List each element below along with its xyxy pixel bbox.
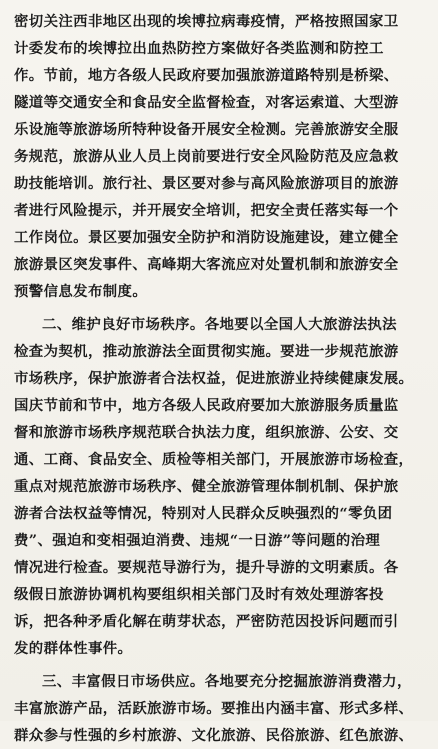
text-line: 二、维护良好市场秩序。各地要以全国人大旅游法执法 — [42, 316, 397, 333]
text-line: 乐设施等旅游场所特种设备开展安全检测。完善旅游安全服 — [14, 121, 399, 138]
text-line: 助技能培训。旅行社、景区要对参与高风险旅游项目的旅游 — [14, 175, 399, 192]
text-line: 工作岗位。景区要加强安全防护和消防设施建设，建立健全 — [14, 229, 399, 246]
text-line: 丰富旅游产品，活跃旅游市场。要推出内涵丰富、形式多样、 — [14, 700, 414, 717]
text-line: 旅游景区突发事件、高峰期大客流应对处置机制和旅游安全 — [14, 256, 399, 273]
text-line: 市场秩序，保护旅游者合法权益，促进旅游业持续健康发展。 — [14, 370, 414, 387]
text-line: 通、工商、食品安全、质检等相关部门，开展旅游市场检查， — [14, 451, 414, 468]
text-line: 诉，把各种矛盾化解在萌芽状态，严密防范因投诉问题而引 — [14, 613, 399, 630]
text-line: 者进行风险提示，并开展安全培训，把安全责任落实每一个 — [14, 202, 399, 219]
text-line: 情况进行检查。要规范导游行为，提升导游的文明素质。各 — [14, 559, 399, 576]
text-line: 发的群体性事件。 — [14, 640, 133, 657]
text-line: 预警信息发布制度。 — [14, 283, 148, 300]
text-line: 费”、强迫和变相强迫消费、违规“一日游”等问题的治理 — [14, 532, 381, 549]
text-line: 游者合法权益等情况，特别对人民群众反映强烈的“零负团 — [14, 505, 393, 522]
text-line: 作。节前，地方各级人民政府要加强旅游道路特别是桥梁、 — [14, 67, 399, 84]
text-line: 国庆节前和节中，地方各级人民政府要加大旅游服务质量监 — [14, 397, 399, 414]
text-line: 隧道等交通安全和食品安全监督检查，对客运索道、大型游 — [14, 94, 399, 111]
text-line: 群众参与性强的乡村旅游、文化旅游、民俗旅游、红色旅游、 — [14, 727, 414, 744]
text-line: 密切关注西非地区出现的埃博拉病毒疫情，严格按照国家卫 — [14, 13, 399, 30]
text-line: 督和旅游市场秩序规范联合执法力度，组织旅游、公安、交 — [14, 424, 399, 441]
text-line: 务规范，旅游从业人员上岗前要进行安全风险防范及应急救 — [14, 148, 399, 165]
text-line: 重点对规范旅游市场秩序、健全旅游管理体制机制、保护旅 — [14, 478, 399, 495]
text-line: 三、丰富假日市场供应。各地要充分挖掘旅游消费潜力， — [42, 673, 412, 690]
text-line: 检查为契机，推动旅游法全面贯彻实施。要进一步规范旅游 — [14, 343, 399, 360]
text-line: 计委发布的埃博拉出血热防控方案做好各类监测和防控工 — [14, 40, 384, 57]
text-line: 级假日旅游协调机构要组织相关部门及时有效处理游客投 — [14, 586, 384, 603]
